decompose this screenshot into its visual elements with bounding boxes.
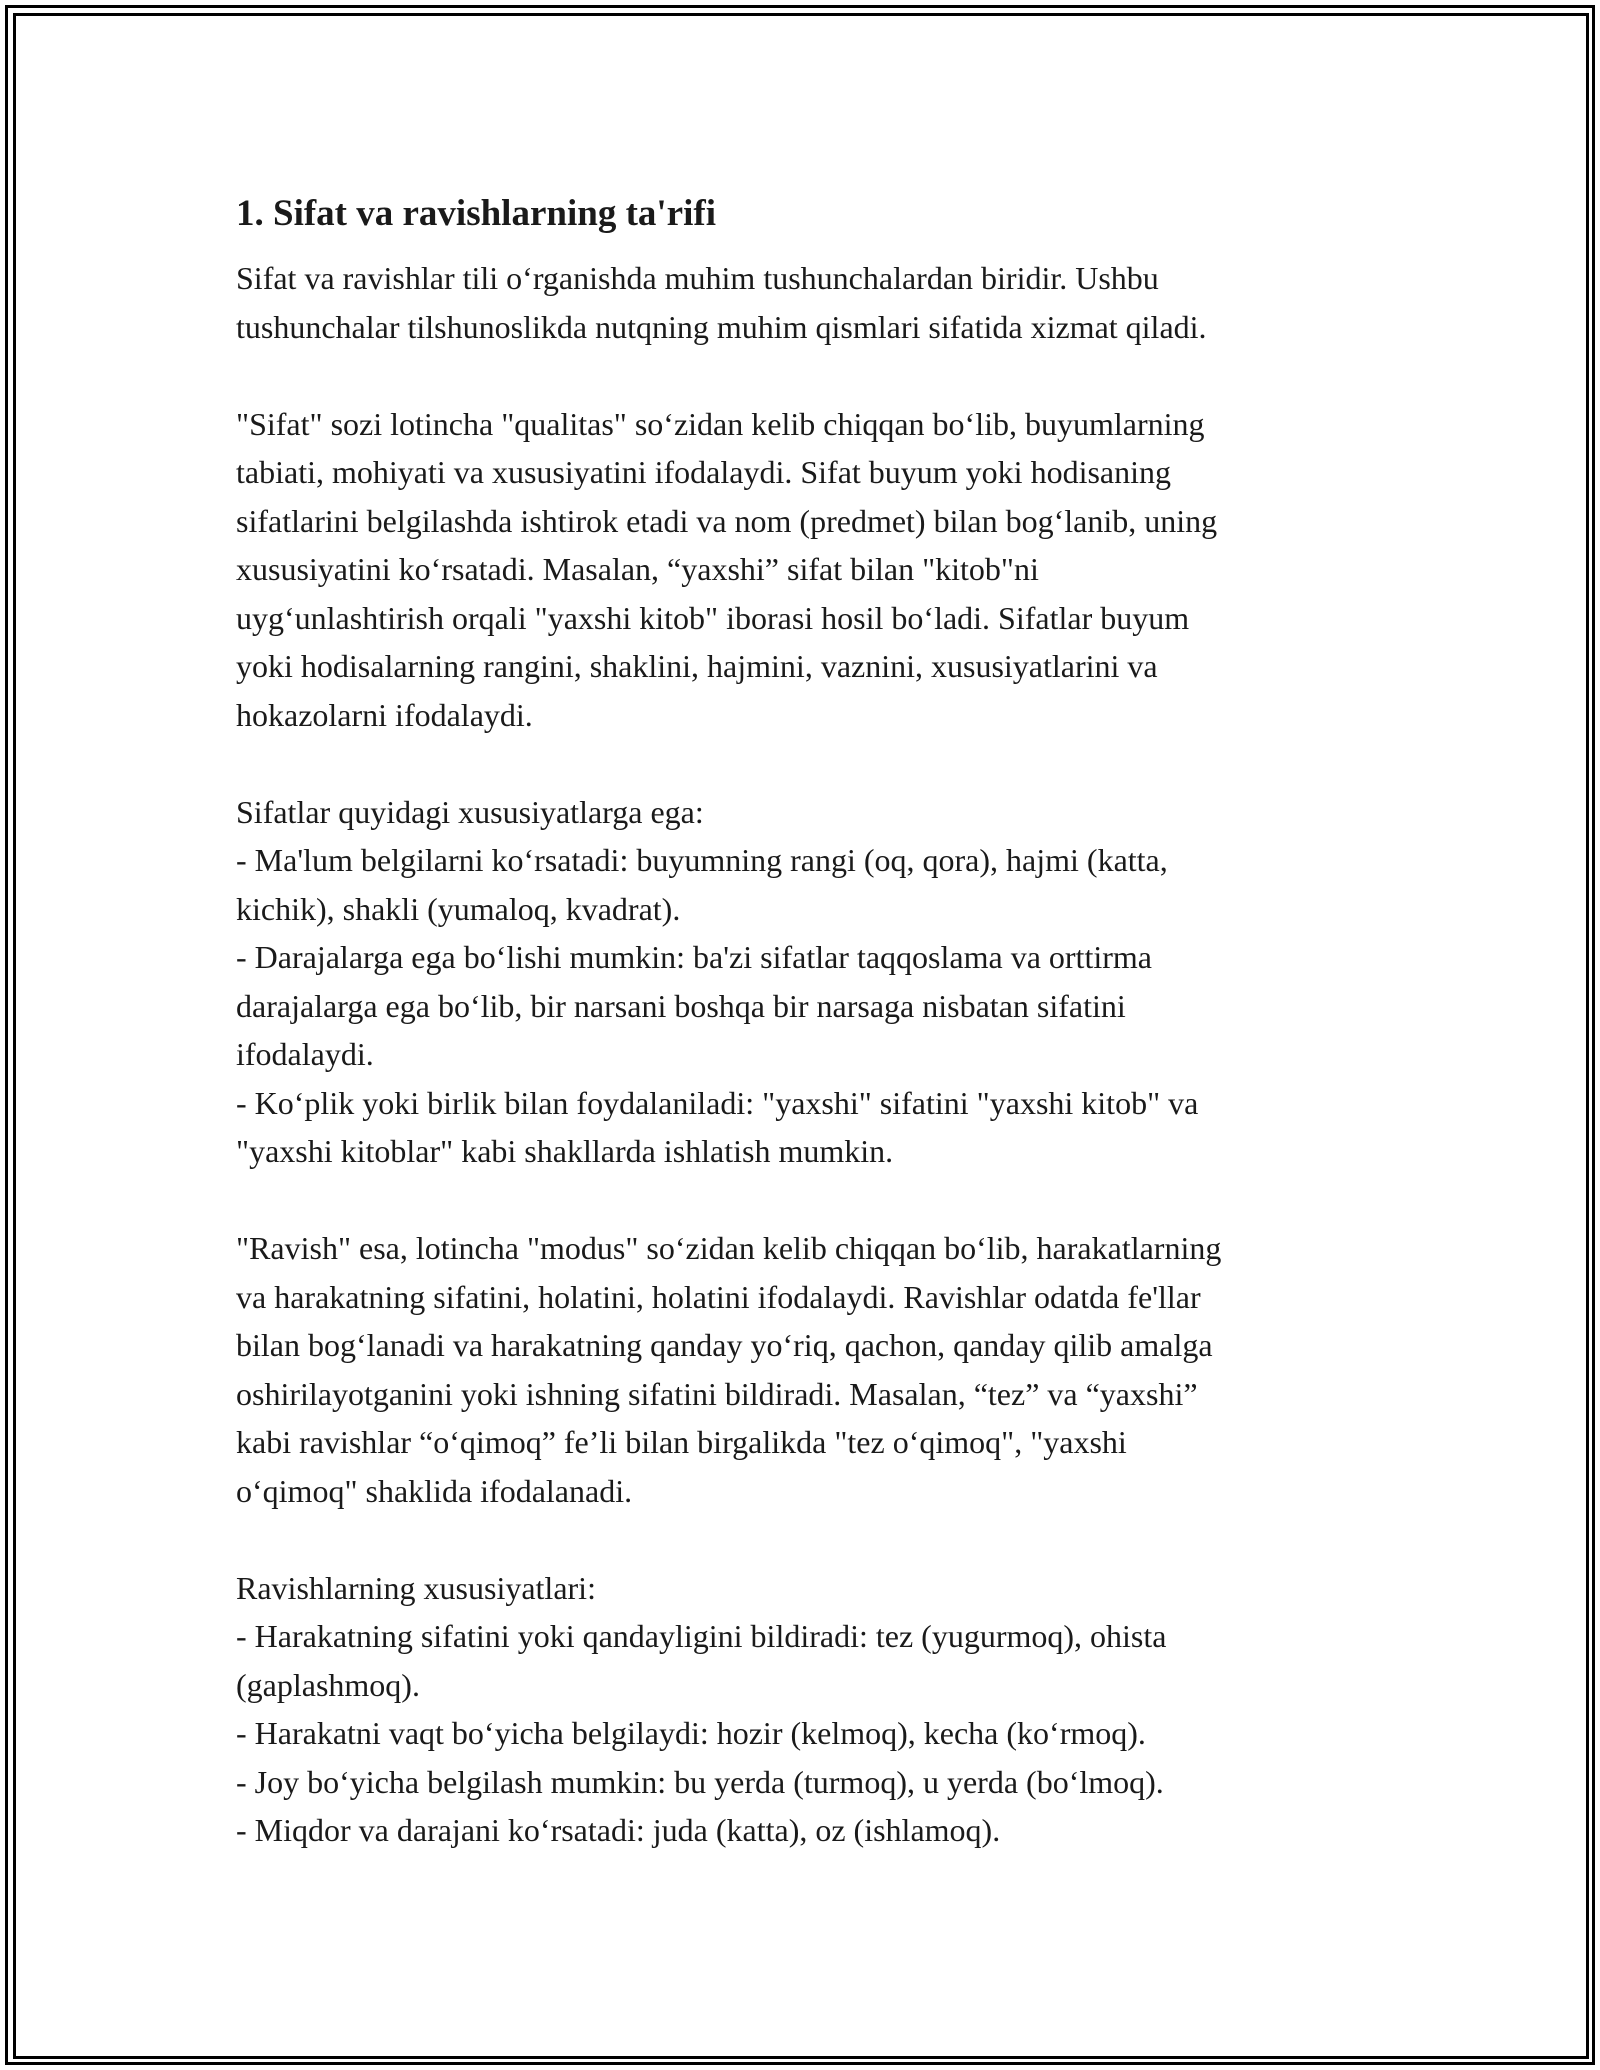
text-line: (gaplashmoq). — [236, 1666, 420, 1703]
text-line: Sifatlar quyidagi xususiyatlarga ega: — [236, 793, 704, 830]
text-line: "Ravish" esa, lotincha "modus" so‘zidan kelib chiqqan bo‘lib, harakatlarning — [236, 1230, 1222, 1266]
text-line: darajalarga ega bo‘lib, bir narsani boshqa bir narsaga nisbatan sifatini — [236, 987, 1126, 1024]
text-line: bilan bog‘lanadi va harakatning qanday yo‘riq, qachon, qanday qilib amalga — [236, 1327, 1213, 1363]
text-line: tushunchalar tilshunoslikda nutqning muhim qismlari sifatida xizmat qiladi. — [236, 308, 1207, 345]
paragraph-gap — [236, 1515, 1376, 1564]
text-line: hokazolarni ifodalaydi. — [236, 696, 533, 733]
text-line: - Harakatning sifatini yoki qandayligini bildiradi: tez (yugurmoq), ohista — [236, 1618, 1167, 1654]
section-heading: 1. Sifat va ravishlarning ta'rifi — [236, 193, 716, 234]
text-line: - Joy bo‘yicha belgilash mumkin: bu yerda (turmoq), u yerda (bo‘lmoq). — [236, 1763, 1164, 1800]
paragraph-gap — [236, 739, 1376, 788]
text-line: - Miqdor va darajani ko‘rsatadi: juda (katta), oz (ishlamoq). — [236, 1812, 1001, 1848]
text-line: oshirilayotganini yoki ishning sifatini bildiradi. Masalan, “tez” va “yaxshi” — [236, 1375, 1198, 1412]
text-line: Sifat va ravishlar tili o‘rganishda muhim tushunchalardan biridir. Ushbu — [236, 260, 1159, 296]
paragraph-gap — [236, 351, 1376, 400]
text-line: - Harakatni vaqt bo‘yicha belgilaydi: hozir (kelmoq), kecha (ko‘rmoq). — [236, 1715, 1146, 1751]
paragraph-block — [236, 400, 1376, 740]
text-line: - Ko‘plik yoki birlik bilan foydalaniladi: "yaxshi" sifatini "yaxshi kitob" va — [236, 1084, 1199, 1121]
text-line: ifodalaydi. — [236, 1036, 374, 1072]
text-line: tabiati, mohiyati va xususiyatini ifodalaydi. Sifat buyum yoki hodisaning — [236, 454, 1171, 490]
text-line: o‘qimoq" shaklida ifodalanadi. — [236, 1472, 633, 1509]
text-line: kabi ravishlar “o‘qimoq” fe’li bilan birgalikda "tez o‘qimoq", "yaxshi — [236, 1424, 1127, 1460]
text-line: xususiyatini ko‘rsatadi. Masalan, “yaxshi” sifat bilan "kitob"ni — [236, 551, 1039, 587]
text-line: - Darajalarga ega bo‘lishi mumkin: ba'zi sifatlar taqqoslama va orttirma — [236, 939, 1152, 975]
text-line: Ravishlarning xususiyatlari: — [236, 1569, 596, 1606]
paragraph-block — [236, 254, 1376, 351]
text-line: "yaxshi kitoblar" kabi shakllarda ishlatish mumkin. — [236, 1133, 894, 1169]
text-line: yoki hodisalarning rangini, shaklini, hajmini, vaznini, xususiyatlarini va — [236, 648, 1158, 684]
text-line: sifatlarini belgilashda ishtirok etadi va nom (predmet) bilan bog‘lanib, uning — [236, 502, 1218, 539]
paragraph-list — [236, 254, 1376, 1855]
paragraph-block — [236, 1564, 1376, 1855]
text-line: kichik), shakli (yumaloq, kvadrat). — [236, 890, 681, 927]
text-line: - Ma'lum belgilarni ko‘rsatadi: buyumning rangi (oq, qora), hajmi (katta, — [236, 842, 1168, 878]
text-line: "Sifat" sozi lotincha "qualitas" so‘zidan kelib chiqqan bo‘lib, buyumlarning — [236, 405, 1205, 442]
text-line: va harakatning sifatini, holatini, holatini ifodalaydi. Ravishlar odatda fe'llar — [236, 1278, 1201, 1315]
paragraph-gap — [236, 1176, 1376, 1225]
paragraph-block — [236, 1224, 1376, 1515]
text-line: uyg‘unlashtirish orqali "yaxshi kitob" iborasi hosil bo‘ladi. Sifatlar buyum — [236, 599, 1190, 636]
paragraph-block — [236, 788, 1376, 1176]
document-body — [236, 190, 1376, 1855]
